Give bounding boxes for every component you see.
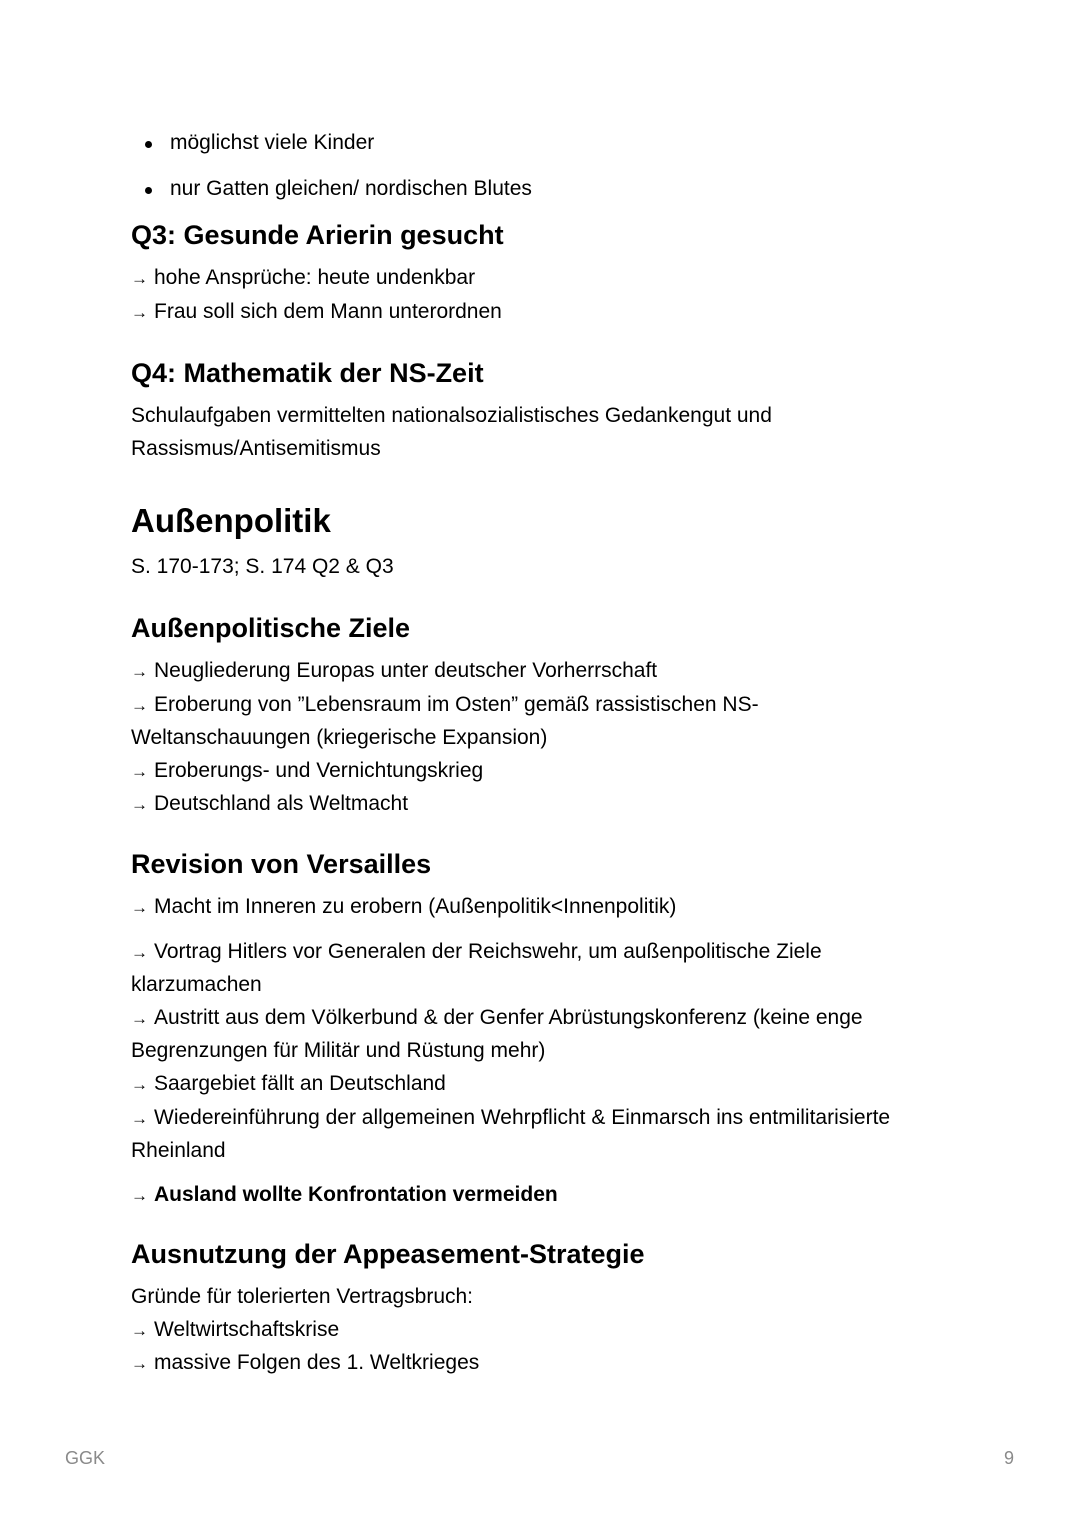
arrow-icon: → [131, 302, 148, 322]
arrow-icon: → [131, 1108, 148, 1128]
ziele-lines [131, 655, 951, 822]
ziele-line-2-text: Eroberung von ”Lebensraum im Osten” gemäß rassistischen NS- [154, 692, 759, 716]
ziele-line-4 [131, 788, 951, 822]
versailles-line-4-text: Saargebiet fällt an Deutschland [154, 1071, 446, 1095]
arrow-icon: → [131, 761, 148, 781]
appeasement-line-2 [131, 1347, 951, 1381]
heading-appeasement: Ausnutzung der Appeasement-Strategie [131, 1239, 645, 1270]
arrow-icon: → [131, 1008, 148, 1028]
appeasement-line-1 [131, 1314, 951, 1348]
ziele-line-1 [131, 655, 951, 689]
list-item: nur Gatten gleichen/ nordischen Blutes [131, 174, 951, 204]
appeasement-intro: Gründe für tolerierten Vertragsbruch: [131, 1285, 474, 1309]
heading-versailles: Revision von Versailles [131, 848, 432, 879]
versailles-line-3 [131, 1002, 951, 1036]
page-reference: S. 170-173; S. 174 Q2 & Q3 [131, 555, 394, 579]
page-number: 9 [1004, 1448, 1015, 1468]
heading-q4: Q4: Mathematik der NS-Zeit [131, 358, 484, 389]
arrow-icon: → [131, 897, 148, 917]
footer-subject: GGK [65, 1448, 106, 1468]
q4-line-1: Schulaufgaben vermittelten nationalsozialistisches Gedankengut und [131, 404, 772, 428]
appeasement-lines [131, 1281, 951, 1381]
arrow-icon: → [131, 1074, 148, 1094]
q4-paragraph [131, 400, 951, 465]
versailles-line-5 [131, 1102, 951, 1136]
q3-line-2 [131, 296, 951, 330]
appeasement-line-2-text: massive Folgen des 1. Weltkrieges [154, 1351, 480, 1375]
q4-line-2: Rassismus/Antisemitismus [131, 436, 381, 460]
versailles-line-2 [131, 936, 951, 970]
ziele-line-2 [131, 689, 951, 723]
ziele-line-2-cont: Weltanschauungen (kriegerische Expansion) [131, 726, 548, 750]
versailles-line-4 [131, 1068, 951, 1102]
q3-line-1 [131, 262, 951, 296]
list-item: möglichst viele Kinder [131, 128, 951, 158]
versailles-line-3-text: Austritt aus dem Völkerbund & der Genfer Abrüstungskonferenz (keine enge [154, 1005, 863, 1029]
versailles-line-6-text: Ausland wollte Konfrontation vermeiden [154, 1182, 558, 1206]
ziele-line-3-text: Eroberungs- und Vernichtungskrieg [154, 758, 484, 782]
versailles-line-2-text: Vortrag Hitlers vor Generalen der Reichswehr, um außenpolitische Ziele [154, 939, 822, 963]
heading-aussenpolitik: Außenpolitik [131, 502, 331, 540]
q3-line-1-text: hohe Ansprüche: heute undenkbar [154, 266, 476, 289]
ziele-line-3 [131, 755, 951, 789]
arrow-icon: → [131, 1185, 148, 1205]
versailles-line-5-cont: Rheinland [131, 1139, 226, 1163]
versailles-line-6 [131, 1179, 951, 1213]
arrow-icon: → [131, 661, 148, 681]
arrow-icon: → [131, 1354, 148, 1374]
versailles-line-5-text: Wiedereinführung der allgemeinen Wehrpflicht & Einmarsch ins entmilitarisierte [154, 1105, 891, 1129]
arrow-icon: → [131, 795, 148, 815]
heading-q3: Q3: Gesunde Arierin gesucht [131, 220, 504, 250]
versailles-line-3-cont: Begrenzungen für Militär und Rüstung mehr) [131, 1039, 546, 1063]
document-body [131, 128, 951, 1381]
arrow-icon: → [131, 695, 148, 715]
bullet-list [131, 128, 951, 204]
arrow-icon: → [131, 1320, 148, 1340]
versailles-line-2-cont: klarzumachen [131, 973, 262, 997]
versailles-line-1 [131, 891, 951, 925]
ziele-line-4-text: Deutschland als Weltmacht [154, 792, 409, 816]
q3-lines [131, 262, 951, 329]
versailles-line-1-text: Macht im Inneren zu erobern (Außenpolitik<Innenpolitik) [154, 894, 677, 918]
arrow-icon: → [131, 942, 148, 962]
ziele-line-1-text: Neugliederung Europas unter deutscher Vorherrschaft [154, 658, 658, 682]
versailles-lines [131, 891, 951, 1212]
heading-ziele: Außenpolitische Ziele [131, 612, 411, 643]
arrow-icon: → [131, 269, 148, 288]
q3-line-2-text: Frau soll sich dem Mann unterordnen [154, 299, 502, 323]
appeasement-line-1-text: Weltwirtschaftskrise [154, 1317, 340, 1341]
